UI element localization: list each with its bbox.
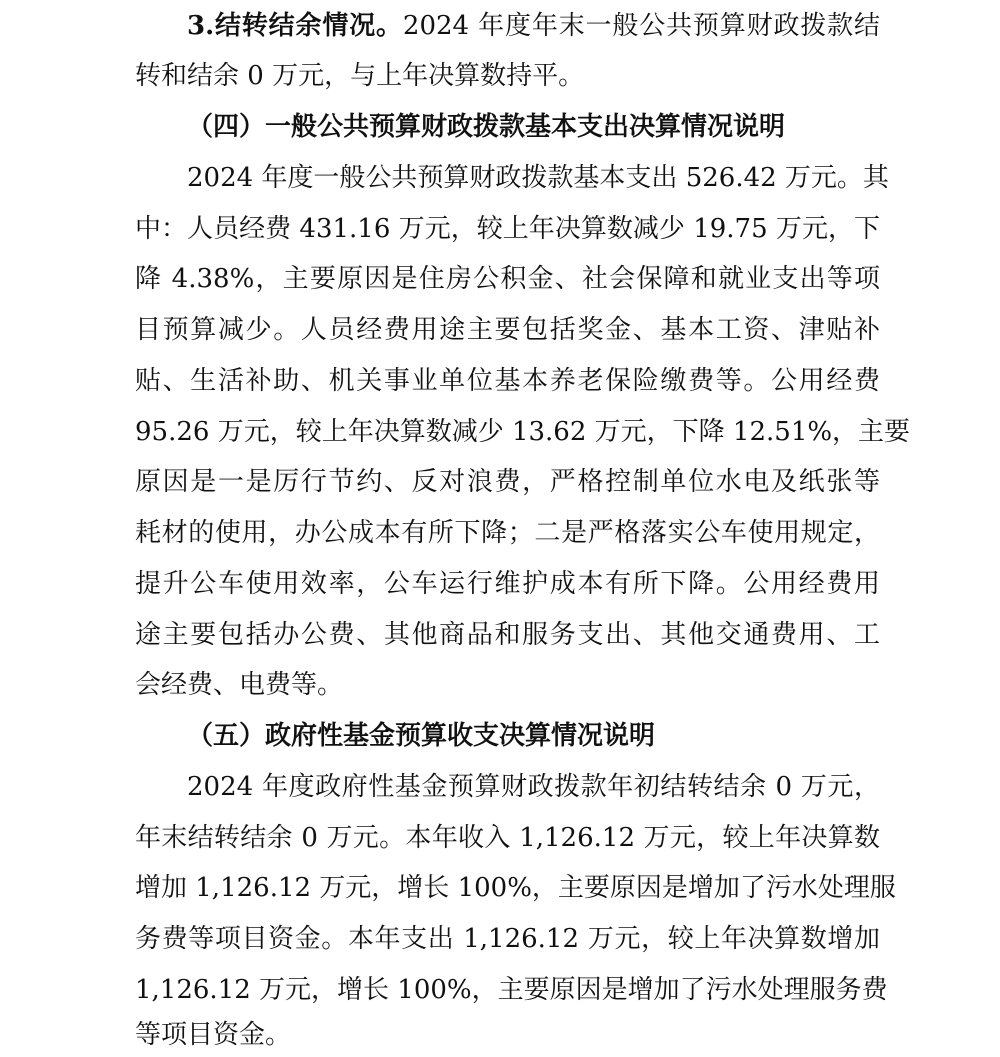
paragraph-line: 95.26 万元，较上年决算数减少 13.62 万元，下降 12.51%，主要 [135, 417, 911, 447]
paragraph-line: 途主要包括办公费、其他商品和服务支出、其他交通费用、工 [135, 620, 880, 650]
paragraph-line: 提升公车使用效率，公车运行维护成本有所下降。公用经费用 [135, 569, 880, 599]
paragraph-text: 2024 年度年末一般公共预算财政拨款结 [402, 11, 880, 41]
paragraph-line: 转和结余 0 万元，与上年决算数持平。 [135, 61, 585, 91]
paragraph-line: 务费等项目资金。本年支出 1,126.12 万元，较上年决算数增加 [135, 924, 880, 954]
paragraph-line: 等项目资金。 [135, 1020, 292, 1050]
paragraph-line: 降 4.38%，主要原因是住房公积金、社会保障和就业支出等项 [135, 264, 880, 294]
paragraph-line: 贴、生活补助、机关事业单位基本养老保险缴费等。公用经费 [135, 366, 880, 396]
paragraph-line [187, 6, 880, 46]
paragraph-line: 2024 年度一般公共预算财政拨款基本支出 526.42 万元。其 [187, 163, 889, 193]
paragraph-line: 年末结转结余 0 万元。本年收入 1,126.12 万元，较上年决算数 [135, 823, 880, 853]
paragraph-line: 中：人员经费 431.16 万元，较上年决算数减少 19.75 万元，下 [135, 214, 880, 244]
paragraph-line: 增加 1,126.12 万元，增长 100%，主要原因是增加了污水处理服 [135, 873, 896, 903]
subsection-lead: 3.结转结余情况。 [187, 11, 403, 41]
paragraph-line: 会经费、电费等。 [135, 670, 344, 700]
paragraph-line: 耗材的使用，办公成本有所下降；二是严格落实公车使用规定， [135, 518, 880, 548]
section-heading: （四）一般公共预算财政拨款基本支出决算情况说明 [187, 112, 786, 142]
paragraph-line: 2024 年度政府性基金预算财政拨款年初结转结余 0 万元， [187, 772, 880, 802]
paragraph-line: 1,126.12 万元，增长 100%，主要原因是增加了污水处理服务费 [135, 975, 888, 1005]
paragraph-line: 原因是一是厉行节约、反对浪费，严格控制单位水电及纸张等 [135, 467, 880, 497]
section-heading: （五）政府性基金预算收支决算情况说明 [187, 721, 656, 751]
paragraph-line: 目预算减少。人员经费用途主要包括奖金、基本工资、津贴补 [135, 315, 880, 345]
